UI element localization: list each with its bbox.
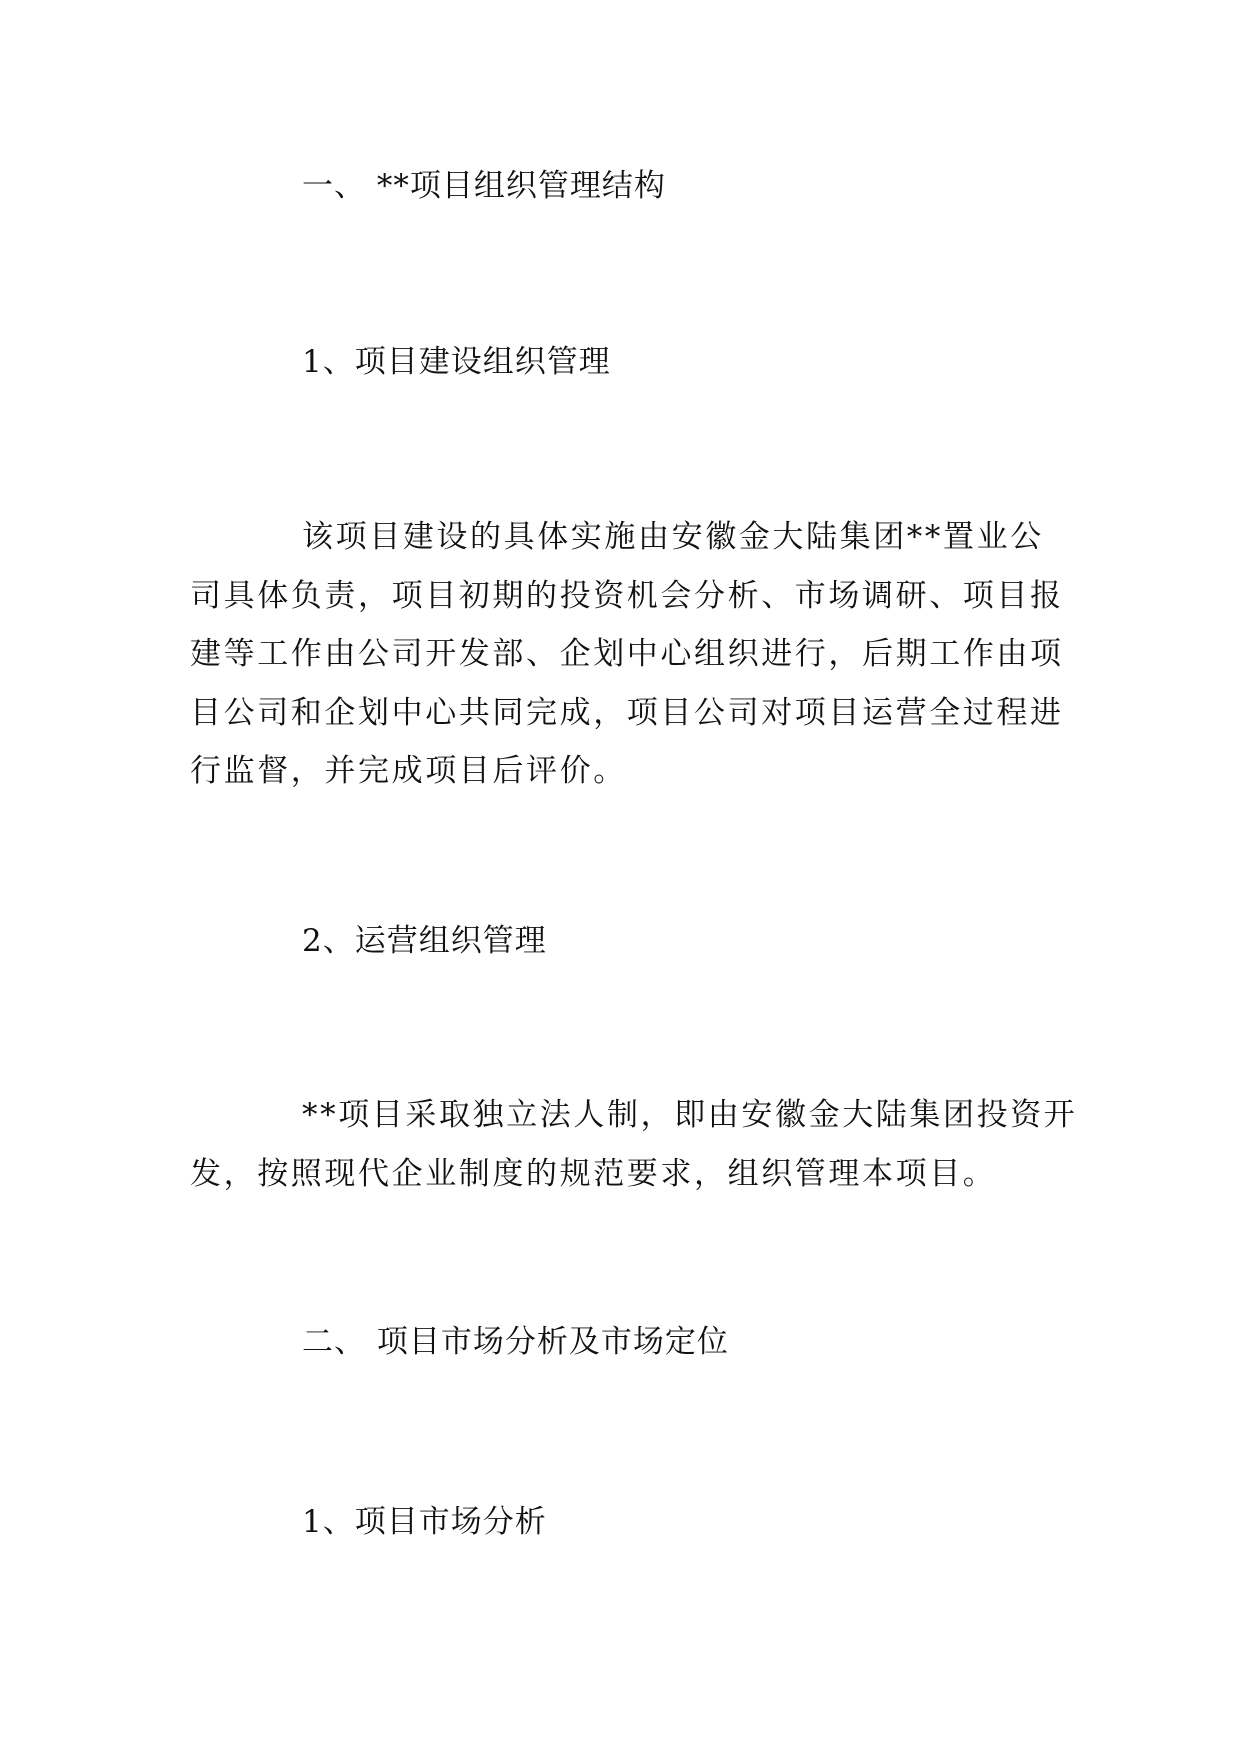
subsection-heading-1-1: 1、项目建设组织管理 (302, 344, 611, 380)
paragraph-line: 该项目建设的具体实施由安徽金大陆集团**置业公 (302, 519, 1044, 555)
subsection-heading-2-1: 1、项目市场分析 (302, 1504, 547, 1540)
paragraph-line: **项目采取独立法人制，即由安徽金大陆集团投资开 (302, 1097, 1078, 1133)
section-title-1: 一、 **项目组织管理结构 (302, 168, 666, 204)
paragraph-line: 司具体负责，项目初期的投资机会分析、市场调研、项目报 (190, 577, 1064, 614)
subsection-heading-1-2: 2、运营组织管理 (302, 923, 547, 959)
paragraph-operation-management (190, 1086, 1078, 1203)
paragraph-line: 发，按照现代企业制度的规范要求，组织管理本项目。 (190, 1155, 997, 1192)
paragraph-line: 建等工作由公司开发部、企划中心组织进行，后期工作由项 (190, 636, 1064, 673)
paragraph-line: 目公司和企划中心共同完成，项目公司对项目运营全过程进 (190, 694, 1064, 731)
paragraph-project-construction (190, 508, 1064, 801)
section-title-2: 二、 项目市场分析及市场定位 (302, 1324, 729, 1360)
paragraph-line: 行监督，并完成项目后评价。 (190, 753, 627, 790)
